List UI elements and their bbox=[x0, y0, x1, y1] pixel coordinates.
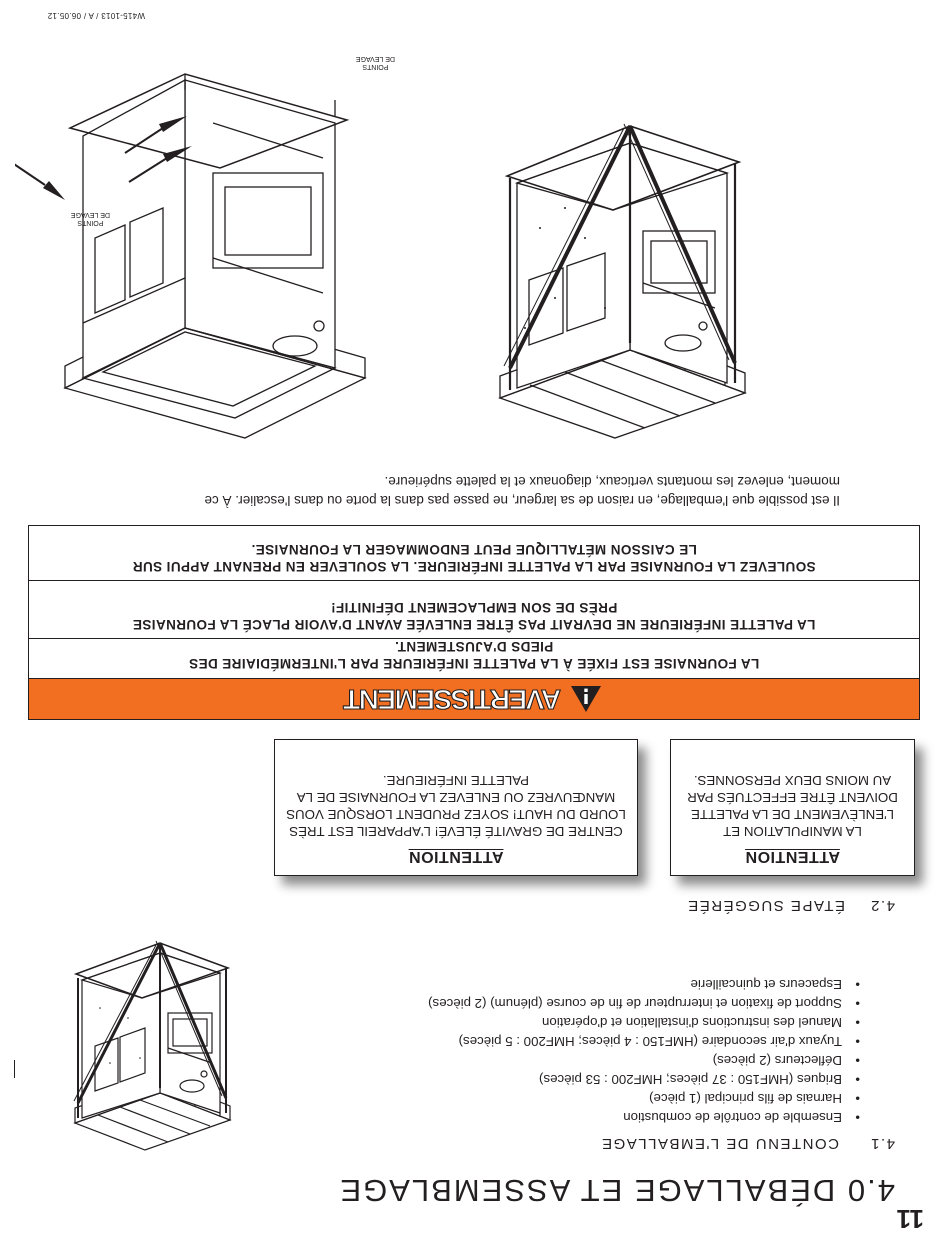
document-code: W415-1013 / A / 06.05.12 bbox=[47, 11, 145, 20]
paragraph-line: Il est possible que l'emballage, en raison de sa largeur, ne passe pas dans la porte ou dans l'escalier. À ce bbox=[204, 493, 840, 508]
crated-furnace-small-illustration bbox=[65, 928, 240, 1158]
warning-text: SOULEVEZ LA FOURNAISE PAR LA PALETTE INFÉRIEURE. LA SOULEVER EN PRENANT APPUI SUR bbox=[132, 559, 816, 574]
warning-block bbox=[28, 525, 920, 720]
list-item: • Support de fixation et interrupteur de fin de course (plénum) (2 pièces) bbox=[428, 994, 864, 1013]
attention-line: LOURD DU HAUT! SOYEZ PRUDENT LORSQUE VOUS bbox=[286, 807, 626, 822]
attention-line: AU MOINS DEUX PERSONNES. bbox=[693, 773, 892, 788]
lifting-points-label-top bbox=[356, 54, 395, 70]
list-item: • Déflecteurs (2 pièces) bbox=[428, 1051, 864, 1070]
subsection-number: 4.1 bbox=[869, 1135, 895, 1152]
label-line: POINTS bbox=[362, 63, 389, 70]
subsection-heading-4-1 bbox=[601, 1135, 895, 1152]
attention-line: L'ENLÈVEMENT DE LA PALETTE bbox=[690, 807, 895, 822]
attention-box-center-of-gravity bbox=[274, 739, 638, 876]
warning-item bbox=[29, 638, 919, 672]
label-line: DE LEVAGE bbox=[70, 211, 110, 218]
subsection-title: CONTENU DE L'EMBALLAGE bbox=[600, 1135, 839, 1152]
warning-text: PIEDS D'AJUSTEMENT. bbox=[394, 639, 554, 654]
attention-line: MANŒUVREZ OU ENLEVEZ LA FOURNAISE DE LA bbox=[296, 790, 616, 805]
packaging-note-paragraph bbox=[105, 472, 840, 510]
warning-triangle-icon bbox=[569, 684, 603, 714]
warning-item bbox=[29, 599, 919, 633]
label-line: POINTS bbox=[77, 219, 104, 226]
list-item: • Tuyaux d'air secondaire (HMF150 : 4 pièces; HMF200 : 5 pièces) bbox=[428, 1032, 864, 1051]
warning-title: AVERTISSEMENT bbox=[344, 684, 561, 715]
warning-text: PRÈS DE SON EMPLACEMENT DÉFINITIF! bbox=[330, 600, 618, 615]
attention-line: LA MANIPULATION ET bbox=[723, 824, 862, 839]
warning-divider bbox=[29, 580, 919, 581]
package-contents-list bbox=[428, 975, 864, 1127]
attention-box-handling bbox=[670, 739, 915, 876]
attention-title: ATTENTION bbox=[408, 848, 504, 865]
attention-title: ATTENTION bbox=[745, 848, 840, 865]
warning-text: LE CAISSON MÉTALLIQUE PEUT ENDOMMAGER LA FOURNAISE. bbox=[251, 542, 697, 557]
list-item: • Briques (HMF150 : 37 pièces; HMF200 : 53 pièces) bbox=[428, 1070, 864, 1089]
paragraph-line: moment, enlevez les montants verticaux, diagonaux et la palette supérieure. bbox=[384, 474, 840, 489]
subsection-title: ÉTAPE SUGGÉRÉE bbox=[686, 897, 845, 914]
label-line: DE LEVAGE bbox=[355, 55, 395, 62]
subsection-heading-4-2 bbox=[687, 897, 895, 914]
list-item: • Manuel des instructions d'installation et d'opération bbox=[428, 1013, 864, 1032]
attention-line: DOIVENT ÊTRE EFFECTUÉS PAR bbox=[687, 790, 898, 805]
page-number: 11 bbox=[896, 1204, 924, 1234]
list-item: • Ensemble de contrôle de combustion bbox=[428, 1108, 864, 1127]
section-title: 4.0 DÉBALLAGE ET ASSEMBLAGE bbox=[338, 1173, 895, 1208]
crated-furnace-large-illustration bbox=[490, 113, 755, 448]
warning-banner bbox=[29, 678, 919, 719]
revision-bar bbox=[14, 1060, 15, 1078]
warning-item bbox=[29, 541, 919, 575]
list-item: • Harnais de fils principal (1 pièce) bbox=[428, 1089, 864, 1108]
list-item: • Espaceurs et quincaillerie bbox=[428, 975, 864, 994]
warning-text: LA PALETTE INFÉRIEURE NE DEVRAIT PAS ÊTRE ENLEVÉE AVANT D'AVOIR PLACÉ LA FOURNAISE bbox=[132, 617, 816, 632]
attention-line: CENTRE DE GRAVITÉ ÉLEVÉ! L'APPAREIL EST TRÈS bbox=[289, 824, 623, 839]
warning-divider bbox=[29, 638, 919, 639]
furnace-lifting-points-illustration bbox=[15, 73, 395, 458]
warning-text: LA FOURNAISE EST FIXÉE À LA PALETTE INFÉRIEURE PAR L'INTERMÉDIAIRE DES bbox=[188, 656, 760, 671]
attention-line: PALETTE INFÉRIEURE. bbox=[382, 773, 530, 788]
subsection-number: 4.2 bbox=[869, 897, 895, 914]
lifting-points-label-side bbox=[71, 210, 110, 226]
